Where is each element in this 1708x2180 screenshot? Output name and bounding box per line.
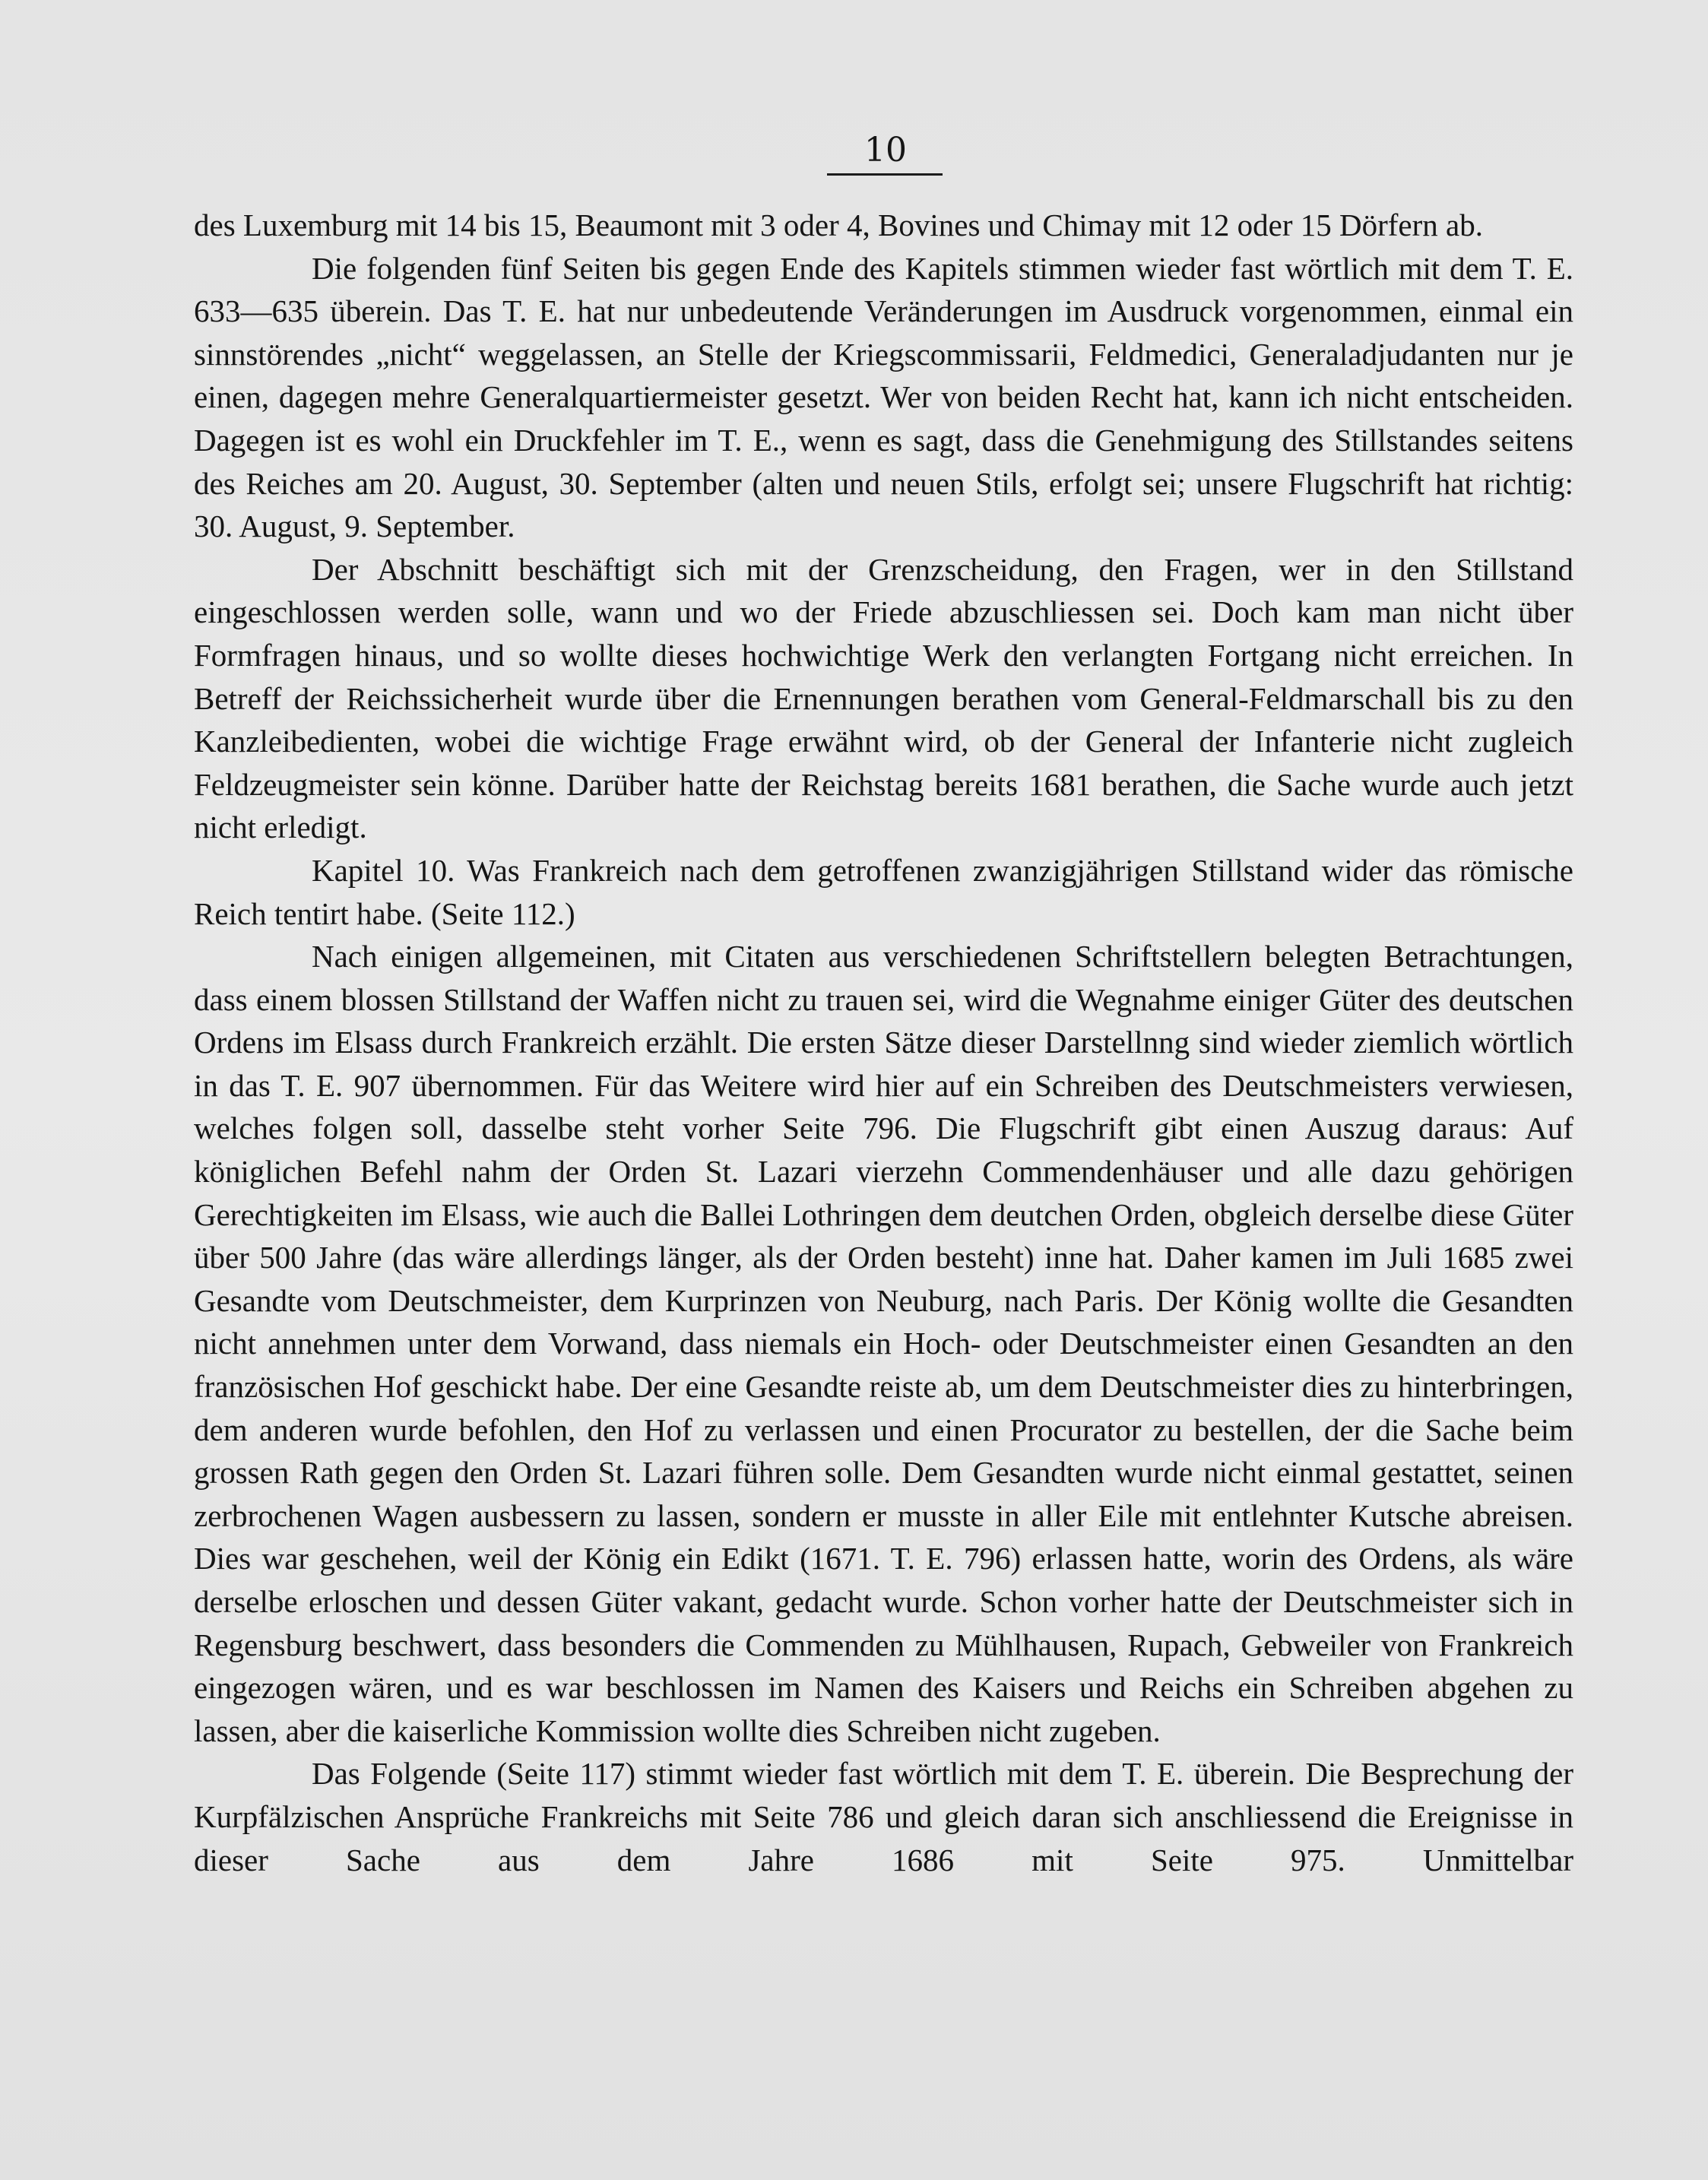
page-number-rule — [827, 173, 943, 176]
chapter-heading-paragraph: Kapitel 10. Was Frankreich nach dem getroffenen zwanzigjährigen Stillstand wider das römische Reich tentirt habe. (Seite 112.) — [194, 852, 1573, 931]
paragraph: Die folgenden fünf Seiten bis gegen Ende des Kapitels stimmen wieder fast wörtlich mit dem T. E. 633—635 überein. Das T. E. hat nur unbedeutende Veränderungen im Ausdruck vorgenommen, einmal ein sinnstörendes „nicht“ weggelassen, an Stelle der Kriegscommissarii, Feldmedici, Generaladjudanten nur je einen, dagegen mehre Generalquartiermeister gesetzt. Wer von beiden Recht hat, kann ich nicht entscheiden. Dagegen ist es wohl ein Druckfehler im T. E., wenn es sagt, dass die Genehmigung des Stillstandes seitens des Reiches am 20. August, 30. September (alten und neuen Stils, erfolgt sei; unsere Flugschrift hat richtig: 30. August, 9. September. — [194, 250, 1573, 544]
paragraph: Der Abschnitt beschäftigt sich mit der Grenzscheidung, den Fragen, wer in den Stillstand eingeschlossen werden solle, wann und wo der Friede abzuschliessen sei. Doch kam man nicht über Formfragen hinaus, und so wollte dieses hochwichtige Werk den verlangten Fortgang nicht erreichen. In Betreff der Reichssicherheit wurde über die Ernennungen berathen vom General-Feldmarschall bis zu den Kanzleibedienten, wobei die wichtige Frage erwähnt wird, ob der General der Infanterie nicht zugleich Feldzeugmeister sein könne. Darüber hatte der Reichstag bereits 1681 berathen, die Sache wurde auch jetzt nicht erledigt. — [194, 551, 1573, 845]
paragraph: Nach einigen allgemeinen, mit Citaten aus verschiedenen Schriftstellern belegten Betrachtungen, dass einem blossen Stillstand der Waffen nicht zu trauen sei, wird die Wegnahme einiger Güter des deutschen Ordens im Elsass durch Frankreich erzählt. Die ersten Sätze dieser Darstellnng sind wieder ziemlich wörtlich in das T. E. 907 übernommen. Für das Weitere wird hier auf ein Schreiben des Deutschmeisters verwiesen, welches folgen soll, dasselbe steht vorher Seite 796. Die Flugschrift gibt einen Auszug daraus: Auf königlichen Befehl nahm der Orden St. Lazari vierzehn Commendenhäuser und alle dazu gehörigen Gerechtigkeiten im Elsass, wie auch die Ballei Lothringen dem deutchen Orden, obgleich derselbe diese Güter über 500 Jahre (das wäre allerdings länger, als der Orden besteht) inne hat. Daher kamen im Juli 1685 zwei Gesandte vom Deutschmeister, dem Kurprinzen von Neuburg, nach Paris. Der König wollte die Gesandten nicht annehmen unter dem Vorwand, dass niemals ein Hoch- oder Deutschmeister einen Gesandten an den französischen Hof geschickt habe. Der eine Gesandte reiste ab, um dem Deutschmeister dies zu hinterbringen, dem anderen wurde befohlen, den Hof zu verlassen und einen Procurator zu bestellen, der die Sache beim grossen Rath gegen den Orden St. Lazari führen solle. Dem Gesandten wurde nicht einmal gestattet, seinen zerbrochenen Wagen ausbessern zu lassen, sondern er musste in aller Eile mit entlehnter Kutsche abreisen. Dies war geschehen, weil der König ein Edikt (1671. T. E. 796) erlassen hatte, worin des Ordens, als wäre derselbe erloschen und dessen Güter vakant, gedacht wurde. Schon vorher hatte der Deutschmeister sich in Regensburg beschwert, dass besonders die Commenden zu Mühlhausen, Rupach, Gebweiler von Frankreich eingezogen wären, und es war beschlossen im Namen des Kaisers und Reichs ein Schreiben abgehen zu lassen, aber die kaiserliche Kommission wollte dies Schreiben nicht zugeben. — [194, 939, 1573, 1748]
page-number: 10 — [864, 131, 907, 170]
paragraph-continues-next-page: Das Folgende (Seite 117) stimmt wieder fast wörtlich mit dem T. E. überein. Die Besprechung der Kurpfälzischen Ansprüche Frankreichs mit Seite 786 und gleich daran sich anschliessend die Ereignisse in dieser Sache aus dem Jahre 1686 mit Seite 975. Unmittelbar — [194, 1756, 1573, 1877]
paragraph-continuation: des Luxemburg mit 14 bis 15, Beaumont mit 3 oder 4, Bovines und Chimay mit 12 oder 15 Dörfern ab. — [194, 208, 1483, 242]
body-text — [194, 204, 1573, 1881]
